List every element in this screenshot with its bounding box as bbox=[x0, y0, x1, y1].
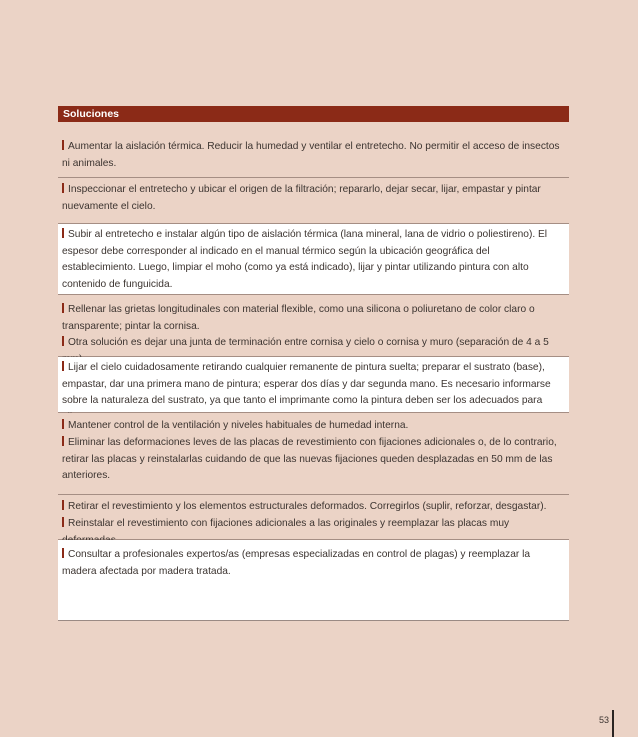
table-row bbox=[58, 224, 569, 295]
page-number-rule bbox=[612, 710, 614, 737]
table-row bbox=[58, 122, 569, 178]
solution-item: Lijar el cielo cuidadosamente retirando cualquier remanente de pintura suelta; preparar el sustrato (base), empastar, dar una primera mano de pintura; esperar dos días y dar segunda mano. Es necesario informarse sobre la naturaleza del sustrato, ya que tanto el imprimante como la pintura deben ser los adecuados para bbox=[62, 362, 551, 406]
bullet-bar-icon bbox=[62, 517, 64, 527]
table-row bbox=[58, 413, 569, 495]
table-row bbox=[58, 295, 569, 357]
bullet-bar-icon bbox=[62, 436, 64, 446]
table-header-label: Soluciones bbox=[63, 108, 120, 120]
table-header bbox=[58, 106, 569, 122]
bullet-bar-icon bbox=[62, 548, 64, 558]
table-row bbox=[58, 495, 569, 540]
solution-item: Inspeccionar el entretecho y ubicar el origen de la filtración; repararlo, dejar secar, lijar, empastar y pintar nuevamente el cielo. bbox=[62, 184, 541, 212]
page-number: 53 bbox=[599, 715, 610, 725]
solution-item: Consultar a profesionales expertos/as (empresas especializadas en control de plagas) y reemplazar la madera afectada por madera tratada. bbox=[62, 549, 531, 577]
table-row bbox=[58, 357, 569, 413]
table-row bbox=[58, 540, 569, 620]
solution-item: Aumentar la aislación térmica. Reducir la humedad y ventilar el entretecho. No permitir el acceso de insectos ni animales. bbox=[62, 141, 560, 169]
bullet-bar-icon bbox=[62, 140, 64, 150]
bullet-bar-icon bbox=[62, 228, 64, 238]
solution-item: Retirar el revestimiento y los elementos estructurales deformados. Corregirlos (suplir, reforzar, desgastar). bbox=[62, 499, 563, 516]
solution-item: Rellenar las grietas longitudinales con material flexible, como una silicona o poliuretano de color claro o transparente; pintar la cornisa. bbox=[62, 304, 535, 332]
solution-item: Otra solución es dejar una junta de terminación entre cornisa y cielo o cornisa y muro (separación de 4 a 5 bbox=[62, 335, 563, 368]
solution-item: Reinstalar el revestimiento con fijaciones adicionales a las originales y reemplazar las placas muy bbox=[62, 516, 563, 549]
bullet-bar-icon bbox=[62, 303, 64, 313]
bullet-bar-icon bbox=[62, 500, 64, 510]
solution-item: Eliminar las deformaciones leves de las placas de revestimiento con fijaciones adicionales o, de lo contrario, retirar las placas y reinstalarlas cuidando de que las nuevas fijaciones queden desplazadas en 50 mm de las anteriores. bbox=[62, 437, 557, 481]
bullet-bar-icon bbox=[62, 336, 64, 346]
solution-item: Mantener control de la ventilación y niveles habituales de humedad interna. bbox=[62, 418, 563, 435]
bullet-bar-icon bbox=[62, 361, 64, 371]
bullet-bar-icon bbox=[62, 419, 64, 429]
solution-item: Subir al entretecho e instalar algún tipo de aislación térmica (lana mineral, lana de vidrio o poliestireno). El espesor debe corresponder al indicado en el manual térmico según la ubicación geográfica del establecimiento. Luego, limpiar el moho (como ya está indicado), lijar y pintar utilizando pintura con alto contenido de funguicida. bbox=[62, 229, 548, 290]
bullet-bar-icon bbox=[62, 183, 64, 193]
solutions-table bbox=[58, 106, 569, 621]
table-row bbox=[58, 178, 569, 224]
